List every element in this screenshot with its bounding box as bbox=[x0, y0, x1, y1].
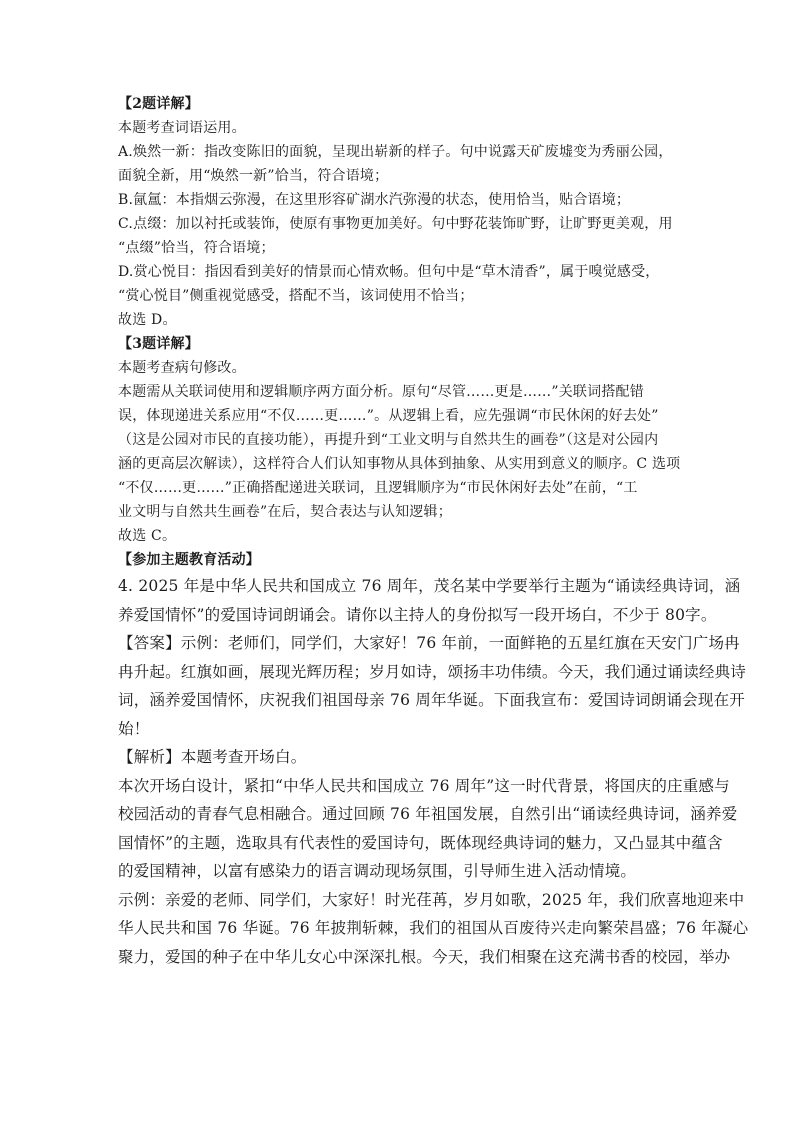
text-line: “不仅……更……”正确搭配递进关联词，且逻辑顺序为“市民休闲好去处”在前，“工 bbox=[118, 480, 638, 496]
text-line: C.点缀：加以衬托或装饰，使原有事物更加美好。句中野花装饰旷野，让旷野更美观，用 bbox=[118, 216, 673, 232]
text-line: 冉升起。红旗如画，展现光辉历程；岁月如诗，颂扬丰功伟绩。今天，我们通过诵读经典诗 bbox=[118, 662, 747, 681]
text-line: 养爱国情怀”的爱国诗词朗诵会。请你以主持人的身份拟写一段开场白，不少于 80字。 bbox=[118, 605, 717, 624]
text-line: 【答案】示例：老师们，同学们，大家好！76 年前，一面鲜艳的五星红旗在天安门广场冉 bbox=[118, 634, 740, 652]
text-line: 校园活动的青春气息相融合。通过回顾 76 年祖国发展，自然引出“诵读经典诗词，涵养爱 bbox=[118, 805, 738, 823]
text-line: B.氤氲：本指烟云弥漫，在这里形容矿湖水汽弥漫的状态，使用恰当，贴合语境； bbox=[118, 192, 631, 208]
text-line: 本题考查词语运用。 bbox=[118, 120, 246, 136]
text-line: D.赏心悦目：指因看到美好的情景而心情欢畅。但句中是“草木清香”，属于嗅觉感受， bbox=[118, 264, 660, 280]
text-line: “赏心悦目”侧重视觉感受，搭配不当，该词使用不恰当； bbox=[118, 288, 474, 304]
section-heading: 【参加主题教育活动】 bbox=[118, 552, 260, 568]
text-line: 本题需从关联词使用和逻辑顺序两方面分析。原句“尽管……更是……”关联词搭配错 bbox=[118, 384, 644, 400]
text-line: “点缀”恰当，符合语境； bbox=[118, 240, 275, 256]
text-line: 故选 C。 bbox=[118, 528, 177, 544]
text-line: A.焕然一新：指改变陈旧的面貌，呈现出崭新的样子。句中说露天矿废墟变为秀丽公园， bbox=[118, 144, 673, 160]
text-line: 本次开场白设计，紧扣“中华人民共和国成立 76 周年”这一时代背景，将国庆的庄重感与 bbox=[118, 776, 730, 795]
text-line: 的爱国精神，以富有感染力的语言调动现场氛围，引导师生进入活动情境。 bbox=[118, 862, 637, 880]
text-line: 国情怀”的主题，选取具有代表性的爱国诗句，既体现经典诗词的魅力，又凸显其中蕴含 bbox=[118, 833, 723, 852]
text-line: 词，涵养爱国情怀，庆祝我们祖国母亲 76 周年华诞。下面我宣布：爱国诗词朗诵会现在开 bbox=[118, 691, 745, 709]
text-line: （这是公园对市民的直接功能），再提升到“工业文明与自然共生的画卷”（这是对公园内 bbox=[118, 432, 659, 448]
text-line: 示例：亲爱的老师、同学们，大家好！时光荏苒，岁月如歌，2025 年，我们欣喜地迎来中 bbox=[118, 890, 745, 909]
text-line: 本题考查病句修改。 bbox=[118, 360, 246, 376]
text-line: 【解析】本题考查开场白。 bbox=[118, 748, 307, 766]
text-line: 涵的更高层次解读），这样符合人们认知事物从具体到抽象、从实用到意义的顺序。C 选项 bbox=[118, 456, 681, 472]
text-line: 聚力，爱国的种子在中华儿女心中深深扎根。今天，我们相聚在这充满书香的校园，举办 bbox=[118, 947, 731, 966]
text-line: 始！ bbox=[118, 719, 150, 738]
section-heading: 【2题详解】 bbox=[118, 96, 199, 112]
text-line: 4. 2025 年是中华人民共和国成立 76 周年，茂名某中学要举行主题为“诵读经典诗词，涵 bbox=[118, 577, 741, 595]
text-line: 误，体现递进关系应用“不仅……更……”。从逻辑上看，应先强调“市民休闲的好去处” bbox=[118, 408, 659, 424]
text-line: 面貌全新，用“焕然一新”恰当，符合语境； bbox=[118, 168, 389, 184]
section-heading: 【3题详解】 bbox=[118, 336, 199, 352]
text-line: 故选 D。 bbox=[118, 312, 177, 328]
document-body bbox=[118, 92, 749, 971]
text-line: 华人民共和国 76 华诞。76 年披荆斩棘，我们的祖国从百废待兴走向繁荣昌盛；76 年凝心 bbox=[118, 919, 749, 937]
text-line: 业文明与自然共生画卷”在后，契合表达与认知逻辑； bbox=[118, 504, 452, 520]
